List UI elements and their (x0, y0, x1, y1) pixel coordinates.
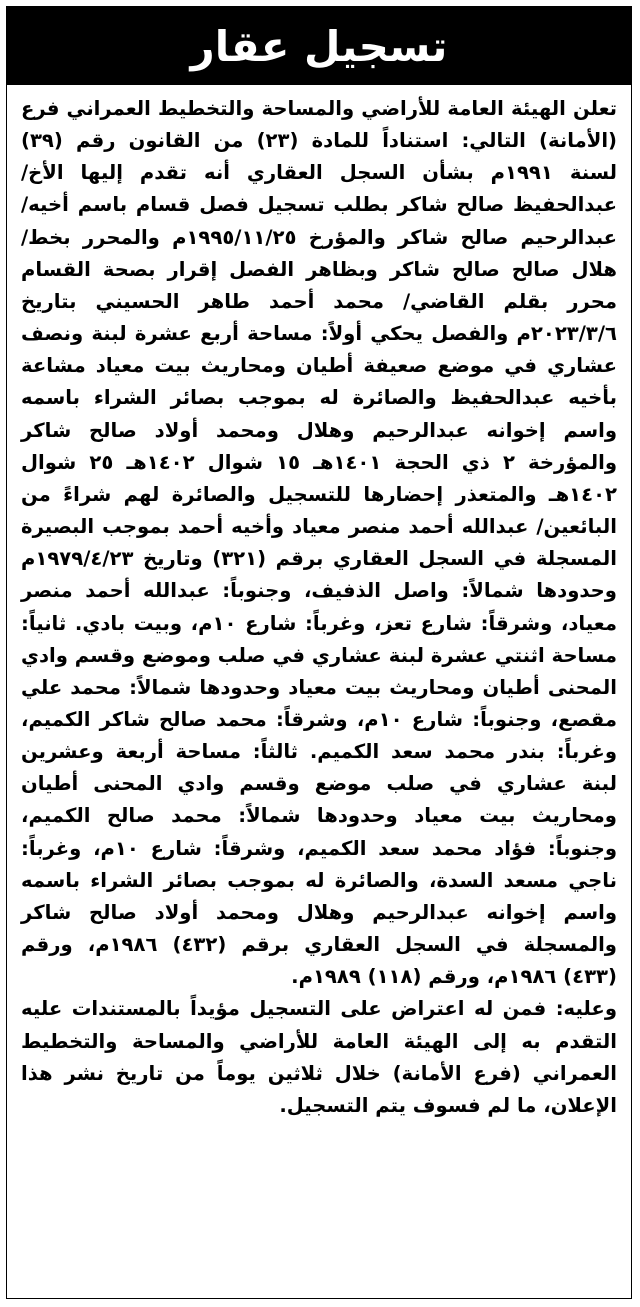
notice-closing-paragraph: وعليه: فمن له اعتراض على التسجيل مؤيداً بالمستندات عليه التقدم به إلى الهيئة العامة للأراضي والمساحة والتخطيط العمراني (فرع الأمانة) خلال ثلاثين يوماً من تاريخ نشر هذا الإعلان، ما لم فسوف يتم التسجيل. (21, 997, 617, 1117)
notice-title: تسجيل عقار (7, 7, 631, 85)
notice-main-paragraph: تعلن الهيئة العامة للأراضي والمساحة والتخطيط العمراني فرع (الأمانة) التالي: استناداً للمادة (٢٣) من القانون رقم (٣٩) لسنة ١٩٩١م بشأن السجل العقاري أنه تقدم إليها الأخ/ عبدالحفيظ صالح شاكر بطلب تسجيل فصل قسام باسم أخيه/ عبدالرحيم صالح شاكر والمؤرخ ١٩٩٥/١١/٢٥م والمحرر بخط/ هلال صالح صالح شاكر وبظاهر الفصل إقرار بصحة القسام محرر بقلم القاضي/ محمد أحمد طاهر الحسيني بتاريخ ٢٠٢٣/٣/٦م والفصل يحكي أولاً: مساحة أربع عشرة لبنة ونصف عشاري في موضع صعيفة أطيان ومحاريث بيت معياد مشاعة بأخيه عبدالحفيظ والصائرة له بموجب بصائر الشراء باسمه واسم إخوانه عبدالرحيم وهلال ومحمد أولاد صالح شاكر والمؤرخة ٢ ذي الحجة ١٤٠١هـ ١٥ شوال ١٤٠٢هـ ٢٥ شوال ١٤٠٢هـ والمتعذر إحضارها للتسجيل والصائرة لهم شراءً من البائعين/ عبدالله أحمد منصر معياد وأخيه أحمد بموجب البصيرة المسجلة في السجل العقاري برقم (٣٢١) وتاريخ ١٩٧٩/٤/٢٣م وحدودها شمالاً: واصل الذفيف، وجنوباً: عبدالله أحمد منصر معياد، وشرقاً: شارع تعز، وغرباً: شارع ١٠م، وبيت بادي. ثانياً: مساحة اثنتي عشرة لبنة عشاري في صلب وموضع وقسم وادي المحنى أطيان ومحاريث بيت معياد وحدودها شمالاً: محمد علي مقصع، وجنوباً: شارع ١٠م، وشرقاً: محمد صالح شاكر الكميم، وغرباً: بندر محمد سعد الكميم. ثالثاً: مساحة أربعة وعشرين لبنة عشاري في صلب موضع وقسم وادي المحنى أطيان ومحاريث بيت معياد وحدودها شمالاً: محمد صالح الكميم، وجنوباً: فؤاد محمد سعد الكميم، وشرقاً: شارع ١٠م، وغرباً: ناجي مسعد السدة، والصائرة له بموجب بصائر الشراء باسمه واسم إخوانه عبدالرحيم وهلال ومحمد أولاد صالح شاكر والمسجلة في السجل العقاري برقم (٤٣٢) ١٩٨٦م، ورقم (٤٣٣) ١٩٨٦م، ورقم (١١٨) ١٩٨٩م. (21, 97, 618, 989)
property-registration-notice (6, 6, 632, 1299)
notice-body (21, 93, 617, 1122)
